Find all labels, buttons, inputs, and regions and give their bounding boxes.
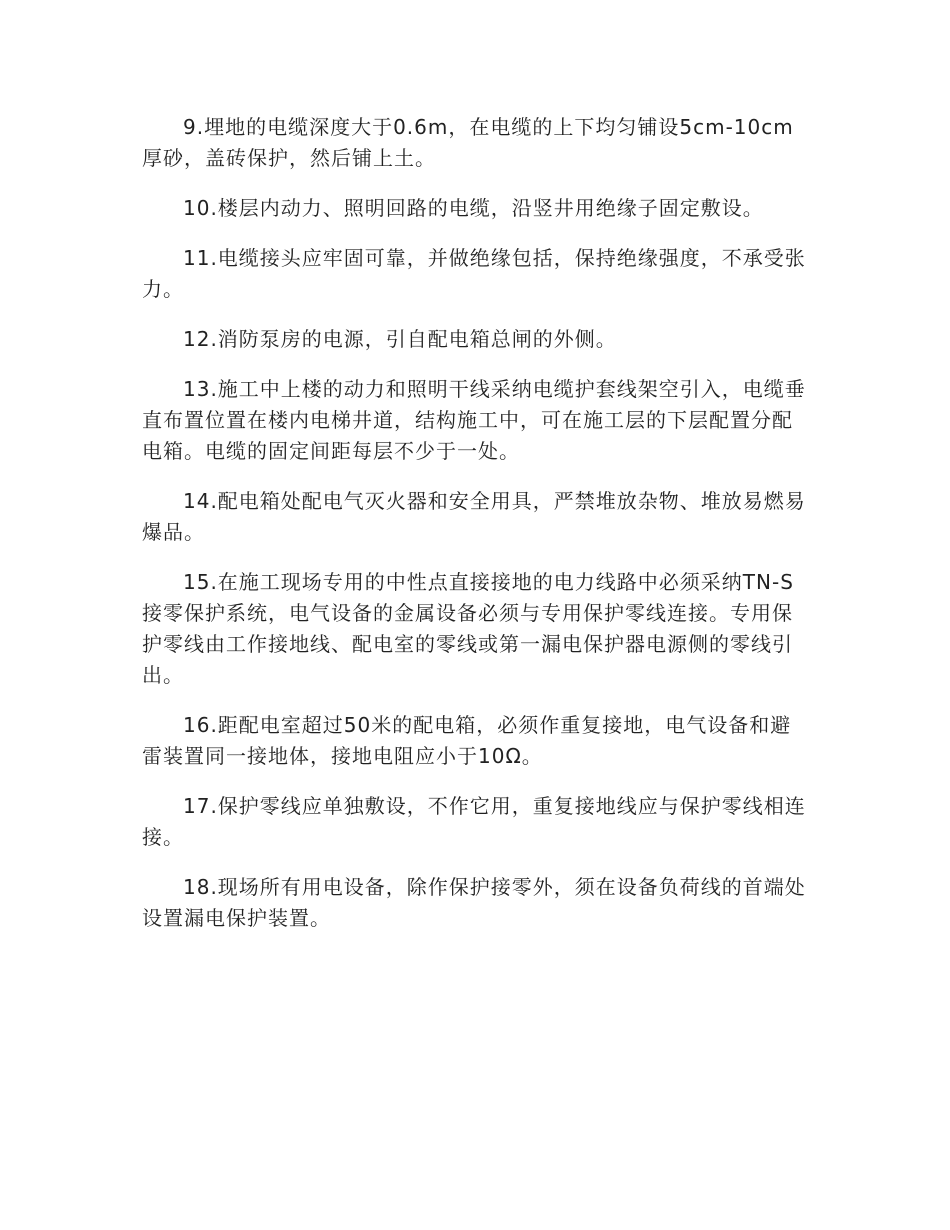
paragraph-item-18: 18.现场所有用电设备，除作保护接零外，须在设备负荷线的首端处设置漏电保护装置。 xyxy=(142,875,806,930)
paragraph-item-9: 9.埋地的电缆深度大于0.6m，在电缆的上下均匀铺设5cm-10cm厚砂，盖砖保护，然后铺上土。 xyxy=(142,115,794,170)
paragraph-item-12: 12.消防泵房的电源，引自配电箱总闸的外侧。 xyxy=(183,327,617,351)
document-body xyxy=(142,112,810,953)
paragraph-item-11: 11.电缆接头应牢固可靠，并做绝缘包括，保持绝缘强度，不承受张力。 xyxy=(142,246,806,301)
paragraph-item-17: 17.保护零线应单独敷设，不作它用，重复接地线应与保护零线相连接。 xyxy=(142,794,806,849)
paragraph-item-16: 16.距配电室超过50米的配电箱，必须作重复接地，电气设备和避雷装置同一接地体，接地电阻应小于10Ω。 xyxy=(142,713,792,768)
paragraph-item-10: 10.楼层内动力、照明回路的电缆，沿竖井用绝缘子固定敷设。 xyxy=(183,196,764,220)
paragraph-item-13: 13.施工中上楼的动力和照明干线采纳电缆护套线架空引入，电缆垂直布置位置在楼内电梯井道，结构施工中，可在施工层的下层配置分配电箱。电缆的固定间距每层不少于一处。 xyxy=(142,377,806,463)
paragraph-item-15: 15.在施工现场专用的中性点直接接地的电力线路中必须采纳TN-S接零保护系统，电气设备的金属设备必须与专用保护零线连接。专用保护零线由工作接地线、配电室的零线或第一漏电保护器电源侧的零线引出。 xyxy=(142,570,794,687)
paragraph-item-14: 14.配电箱处配电气灭火器和安全用具，严禁堆放杂物、堆放易燃易爆品。 xyxy=(142,489,806,544)
